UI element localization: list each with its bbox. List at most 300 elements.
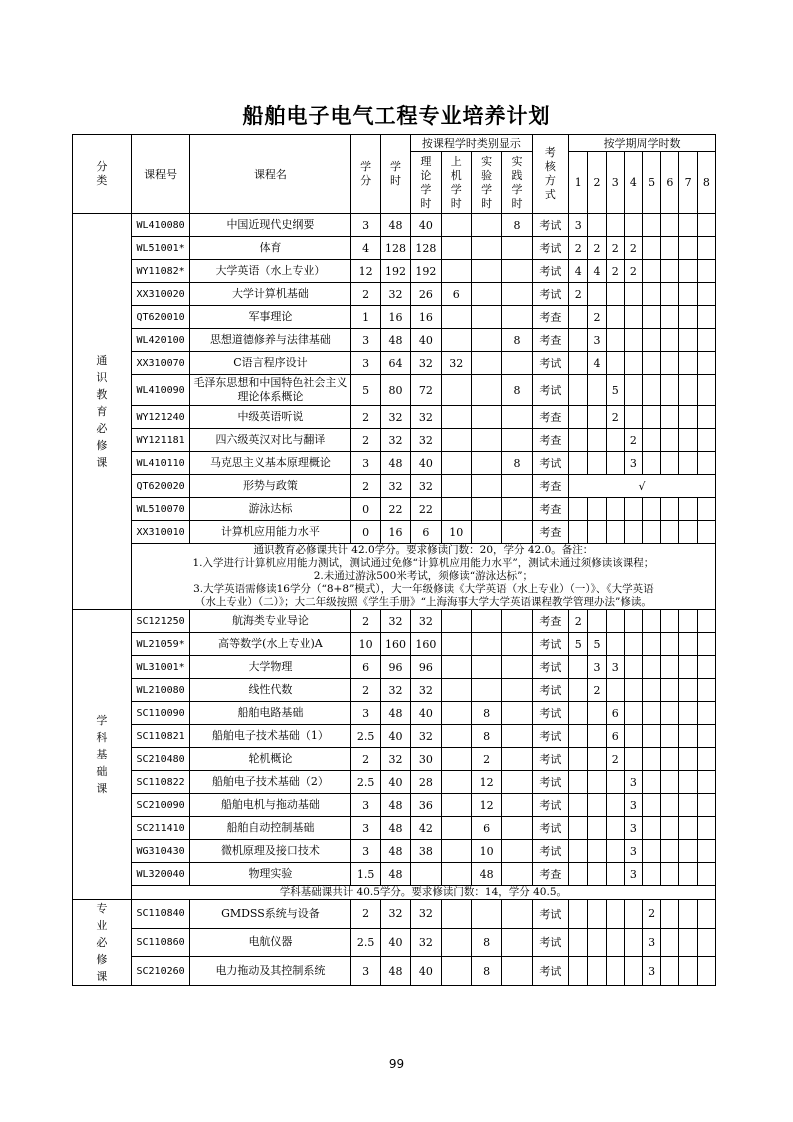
semester-7: [679, 214, 697, 237]
table-row: [73, 679, 716, 702]
course-code: XX310070: [131, 352, 190, 375]
semester-2: [588, 725, 606, 748]
course-experiment: [471, 610, 501, 633]
semester-7: [679, 429, 697, 452]
course-code: SC110860: [131, 928, 190, 957]
semester-2: [588, 840, 606, 863]
semester-5: [643, 656, 661, 679]
course-experiment: [471, 214, 501, 237]
course-name: 电力拖动及其控制系统: [190, 957, 351, 986]
semester-5: [643, 283, 661, 306]
course-hours: 48: [380, 817, 410, 840]
header-row-1: [73, 135, 716, 152]
table-row: [73, 283, 716, 306]
course-name: 形势与政策: [190, 475, 351, 498]
semester-6: [661, 702, 679, 725]
course-assessment: 考查: [532, 329, 568, 352]
semester-6: [661, 957, 679, 986]
training-plan-table: [72, 134, 716, 986]
semester-1: [569, 794, 588, 817]
semester-5: [643, 521, 661, 544]
semester-3: [606, 679, 624, 702]
semester-7: [679, 928, 697, 957]
semester-2: 3: [588, 656, 606, 679]
course-assessment: 考查: [532, 863, 568, 886]
course-hours: 48: [380, 329, 410, 352]
semester-8: [697, 352, 715, 375]
semester-5: [643, 237, 661, 260]
table-row: [73, 794, 716, 817]
semester-8: [697, 375, 715, 406]
semester-5: [643, 329, 661, 352]
course-assessment: 考查: [532, 521, 568, 544]
course-experiment: 12: [471, 771, 501, 794]
table-row: [73, 214, 716, 237]
course-theory: 32: [411, 928, 441, 957]
table-row: [73, 610, 716, 633]
course-code: SC211410: [131, 817, 190, 840]
course-theory: 40: [411, 452, 441, 475]
category-label: 学科基础课: [96, 714, 108, 795]
course-practice: [502, 725, 532, 748]
course-experiment: [471, 352, 501, 375]
semester-3: [606, 900, 624, 929]
semester-6: [661, 794, 679, 817]
course-credit: 2: [351, 429, 380, 452]
course-credit: 3: [351, 214, 380, 237]
semester-8: [697, 928, 715, 957]
semester-6: [661, 429, 679, 452]
semester-8: [697, 817, 715, 840]
course-computer: [441, 957, 471, 986]
semester-2: [588, 928, 606, 957]
semester-7: [679, 957, 697, 986]
course-computer: [441, 498, 471, 521]
semester-8: [697, 863, 715, 886]
course-assessment: 考查: [532, 429, 568, 452]
course-code: WY11082*: [131, 260, 190, 283]
course-experiment: [471, 306, 501, 329]
course-experiment: 8: [471, 702, 501, 725]
header-sem-4: 4: [624, 152, 642, 214]
semester-7: [679, 633, 697, 656]
course-computer: [441, 725, 471, 748]
course-code: SC121250: [131, 610, 190, 633]
semester-5: [643, 498, 661, 521]
semester-3: [606, 283, 624, 306]
note-line: （水上专业）（二）》；大二年级按照《学生手册》“上海海事大学大学英语课程教学管理办法”修读。: [194, 596, 652, 608]
semester-4: [624, 329, 642, 352]
course-code: WG310430: [131, 840, 190, 863]
course-computer: [441, 771, 471, 794]
course-code: SC110821: [131, 725, 190, 748]
course-name: 物理实验: [190, 863, 351, 886]
course-experiment: 8: [471, 725, 501, 748]
semester-4: [624, 214, 642, 237]
course-code: SC110840: [131, 900, 190, 929]
course-code: WL21059*: [131, 633, 190, 656]
semester-7: [679, 306, 697, 329]
semester-5: [643, 306, 661, 329]
semester-4: 3: [624, 863, 642, 886]
semester-3: [606, 352, 624, 375]
header-assessment: 考核方式: [532, 135, 568, 214]
course-computer: [441, 406, 471, 429]
semester-3: [606, 452, 624, 475]
table-row: [73, 475, 716, 498]
semester-1: [569, 840, 588, 863]
course-credit: 2: [351, 900, 380, 929]
course-computer: 32: [441, 352, 471, 375]
course-credit: 4: [351, 237, 380, 260]
semester-4: [624, 283, 642, 306]
semester-5: [643, 794, 661, 817]
note-line: 3.大学英语需修读16学分（“8+8”模式），大一年级修读《大学英语（水上专业）（一）》、《大学英语: [193, 583, 654, 595]
semester-8: [697, 840, 715, 863]
semester-1: [569, 771, 588, 794]
semester-8: [697, 406, 715, 429]
semester-6: [661, 260, 679, 283]
course-hours: 48: [380, 702, 410, 725]
course-credit: 5: [351, 375, 380, 406]
table-row: [73, 452, 716, 475]
semester-1: [569, 957, 588, 986]
course-theory: 16: [411, 306, 441, 329]
course-experiment: 48: [471, 863, 501, 886]
semester-3: [606, 329, 624, 352]
course-name: 线性代数: [190, 679, 351, 702]
course-computer: [441, 475, 471, 498]
course-code: QT620010: [131, 306, 190, 329]
course-practice: [502, 656, 532, 679]
header-hours: 学时: [380, 135, 410, 214]
semester-6: [661, 633, 679, 656]
course-name: 微机原理及接口技术: [190, 840, 351, 863]
course-theory: 32: [411, 610, 441, 633]
header-sem-3: 3: [606, 152, 624, 214]
semester-8: [697, 610, 715, 633]
course-assessment: 考试: [532, 794, 568, 817]
course-credit: 2.5: [351, 725, 380, 748]
semester-2: [588, 748, 606, 771]
semester-4: 3: [624, 771, 642, 794]
semester-4: 3: [624, 794, 642, 817]
semester-6: [661, 771, 679, 794]
semester-8: [697, 521, 715, 544]
semester-4: [624, 375, 642, 406]
semester-1: [569, 679, 588, 702]
semester-8: [697, 329, 715, 352]
course-code: WL320040: [131, 863, 190, 886]
semester-5: [643, 633, 661, 656]
course-theory: 32: [411, 475, 441, 498]
course-name: C语言程序设计: [190, 352, 351, 375]
course-hours: 80: [380, 375, 410, 406]
category-label: 通识教育必修课: [96, 354, 108, 469]
course-credit: 1.5: [351, 863, 380, 886]
course-credit: 2: [351, 679, 380, 702]
course-practice: [502, 475, 532, 498]
course-experiment: [471, 283, 501, 306]
table-row: [73, 306, 716, 329]
course-code: WY121181: [131, 429, 190, 452]
semester-1: [569, 725, 588, 748]
semester-2: [588, 610, 606, 633]
course-code: SC210090: [131, 794, 190, 817]
semester-7: [679, 260, 697, 283]
semester-2: [588, 283, 606, 306]
course-name: 轮机概论: [190, 748, 351, 771]
course-hours: 32: [380, 679, 410, 702]
semester-3: [606, 610, 624, 633]
course-theory: 38: [411, 840, 441, 863]
course-assessment: 考查: [532, 610, 568, 633]
course-computer: [441, 656, 471, 679]
course-name: 计算机应用能力水平: [190, 521, 351, 544]
page-title: 船舶电子电气工程专业培养计划: [242, 104, 551, 128]
course-assessment: 考试: [532, 679, 568, 702]
course-computer: [441, 679, 471, 702]
table-row: [73, 900, 716, 929]
semester-merged: √: [569, 475, 716, 498]
header-group-type: 按课程学时类别显示: [411, 135, 533, 152]
course-computer: [441, 306, 471, 329]
course-practice: [502, 900, 532, 929]
semester-5: [643, 429, 661, 452]
course-hours: 32: [380, 406, 410, 429]
semester-6: [661, 237, 679, 260]
note-line: 学科基础课共计 40.5学分。要求修读门数：14，学分 40.5。: [279, 886, 567, 898]
course-computer: [441, 928, 471, 957]
table-row: [73, 863, 716, 886]
semester-7: [679, 329, 697, 352]
semester-6: [661, 656, 679, 679]
course-practice: [502, 748, 532, 771]
course-theory: 40: [411, 214, 441, 237]
table-row: [73, 656, 716, 679]
course-practice: 8: [502, 214, 532, 237]
course-experiment: [471, 375, 501, 406]
semester-2: [588, 498, 606, 521]
semester-6: [661, 406, 679, 429]
course-credit: 2: [351, 748, 380, 771]
course-computer: [441, 900, 471, 929]
table-body: [73, 214, 716, 986]
course-assessment: 考试: [532, 283, 568, 306]
course-practice: [502, 352, 532, 375]
semester-1: [569, 429, 588, 452]
section-note-row: [73, 544, 716, 610]
semester-5: [643, 406, 661, 429]
semester-7: [679, 452, 697, 475]
course-code: WL410080: [131, 214, 190, 237]
course-assessment: 考查: [532, 406, 568, 429]
semester-1: [569, 748, 588, 771]
header-sem-5: 5: [643, 152, 661, 214]
semester-4: [624, 656, 642, 679]
semester-3: [606, 863, 624, 886]
semester-6: [661, 306, 679, 329]
course-name: 大学物理: [190, 656, 351, 679]
course-hours: 96: [380, 656, 410, 679]
course-assessment: 考试: [532, 817, 568, 840]
semester-3: [606, 771, 624, 794]
semester-4: [624, 352, 642, 375]
course-experiment: 10: [471, 840, 501, 863]
table-row: [73, 957, 716, 986]
course-practice: [502, 237, 532, 260]
course-code: SC210480: [131, 748, 190, 771]
semester-4: [624, 610, 642, 633]
semester-6: [661, 679, 679, 702]
course-practice: [502, 794, 532, 817]
semester-5: 3: [643, 957, 661, 986]
course-code: WL410110: [131, 452, 190, 475]
semester-6: [661, 329, 679, 352]
semester-5: [643, 679, 661, 702]
semester-2: [588, 452, 606, 475]
course-assessment: 考试: [532, 957, 568, 986]
course-name: GMDSS系统与设备: [190, 900, 351, 929]
course-hours: 192: [380, 260, 410, 283]
course-experiment: [471, 329, 501, 352]
course-hours: 160: [380, 633, 410, 656]
semester-5: [643, 771, 661, 794]
semester-5: [643, 817, 661, 840]
semester-4: [624, 406, 642, 429]
semester-2: [588, 521, 606, 544]
course-hours: 22: [380, 498, 410, 521]
semester-1: [569, 817, 588, 840]
note-line: 2.未通过游泳500米考试，须修读“游泳达标”；: [313, 570, 533, 582]
course-name: 体育: [190, 237, 351, 260]
header-sem-6: 6: [661, 152, 679, 214]
course-experiment: [471, 260, 501, 283]
course-theory: 192: [411, 260, 441, 283]
semester-6: [661, 521, 679, 544]
course-practice: [502, 406, 532, 429]
course-computer: 10: [441, 521, 471, 544]
course-credit: 3: [351, 452, 380, 475]
course-name: 大学计算机基础: [190, 283, 351, 306]
course-code: QT620020: [131, 475, 190, 498]
course-name: 中国近现代史纲要: [190, 214, 351, 237]
semester-3: [606, 214, 624, 237]
semester-1: [569, 863, 588, 886]
course-experiment: 8: [471, 928, 501, 957]
course-credit: 10: [351, 633, 380, 656]
course-hours: 16: [380, 306, 410, 329]
table-row: [73, 406, 716, 429]
semester-5: [643, 863, 661, 886]
semester-6: [661, 900, 679, 929]
course-theory: 32: [411, 429, 441, 452]
table-row: [73, 352, 716, 375]
table-row: [73, 521, 716, 544]
course-hours: 40: [380, 928, 410, 957]
semester-7: [679, 863, 697, 886]
course-assessment: 考试: [532, 900, 568, 929]
header-sem-1: 1: [569, 152, 588, 214]
course-assessment: 考试: [532, 702, 568, 725]
semester-5: [643, 702, 661, 725]
course-name: 四六级英汉对比与翻译: [190, 429, 351, 452]
table-row: [73, 329, 716, 352]
course-credit: 0: [351, 521, 380, 544]
course-computer: [441, 794, 471, 817]
course-theory: 22: [411, 498, 441, 521]
course-theory: 40: [411, 702, 441, 725]
course-theory: 128: [411, 237, 441, 260]
table-row: [73, 840, 716, 863]
course-computer: [441, 863, 471, 886]
course-practice: 8: [502, 375, 532, 406]
semester-7: [679, 771, 697, 794]
semester-8: [697, 771, 715, 794]
course-practice: [502, 771, 532, 794]
table-row: [73, 817, 716, 840]
course-code: WL31001*: [131, 656, 190, 679]
course-computer: [441, 748, 471, 771]
course-experiment: [471, 521, 501, 544]
header-practice: 实践学时: [502, 152, 532, 214]
header-computer: 上机学时: [441, 152, 471, 214]
semester-8: [697, 748, 715, 771]
header-sem-2: 2: [588, 152, 606, 214]
course-assessment: 考试: [532, 237, 568, 260]
table-row: [73, 260, 716, 283]
table-row: [73, 771, 716, 794]
semester-3: 3: [606, 656, 624, 679]
course-practice: [502, 702, 532, 725]
semester-6: [661, 452, 679, 475]
course-code: WL210080: [131, 679, 190, 702]
course-assessment: 考试: [532, 656, 568, 679]
semester-1: [569, 306, 588, 329]
section-note: [131, 544, 715, 610]
course-theory: 72: [411, 375, 441, 406]
course-name: 船舶电子技术基础（1）: [190, 725, 351, 748]
semester-6: [661, 214, 679, 237]
course-practice: [502, 679, 532, 702]
semester-2: [588, 900, 606, 929]
header-credit: 学分: [351, 135, 380, 214]
section-note-row: [73, 886, 716, 900]
course-credit: 3: [351, 840, 380, 863]
semester-2: 4: [588, 260, 606, 283]
semester-1: [569, 521, 588, 544]
course-name: 大学英语（水上专业）: [190, 260, 351, 283]
semester-4: [624, 900, 642, 929]
course-assessment: 考试: [532, 214, 568, 237]
course-assessment: 考试: [532, 633, 568, 656]
course-credit: 2: [351, 610, 380, 633]
semester-2: [588, 702, 606, 725]
semester-1: 2: [569, 237, 588, 260]
semester-3: [606, 498, 624, 521]
course-name: 思想道德修养与法律基础: [190, 329, 351, 352]
course-name: 马克思主义基本原理概论: [190, 452, 351, 475]
course-credit: 3: [351, 817, 380, 840]
table-row: [73, 375, 716, 406]
semester-4: 3: [624, 452, 642, 475]
course-hours: 64: [380, 352, 410, 375]
semester-8: [697, 725, 715, 748]
course-experiment: [471, 237, 501, 260]
table-row: [73, 429, 716, 452]
course-experiment: [471, 452, 501, 475]
course-assessment: 考试: [532, 928, 568, 957]
